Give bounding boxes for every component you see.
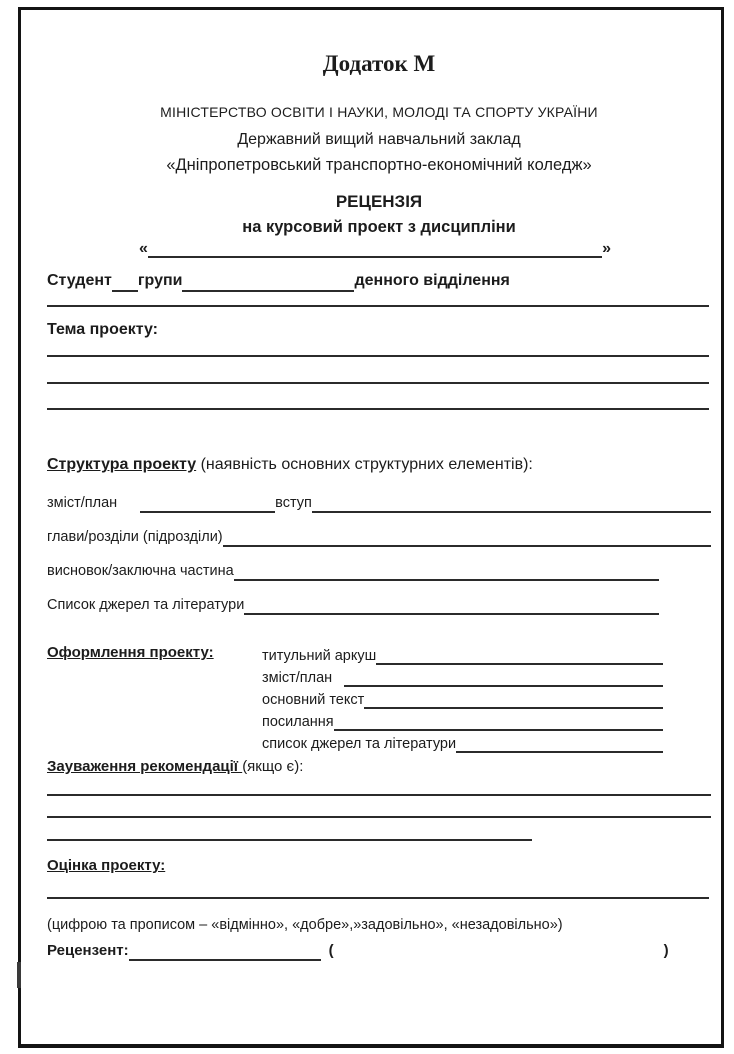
- open-quote: «: [139, 240, 148, 257]
- reviewer-label: Рецензент:: [47, 942, 129, 959]
- student-label: Студент: [47, 272, 112, 289]
- intro-label: вступ: [275, 495, 312, 511]
- formatting-section: [47, 643, 711, 753]
- reviewer-row: [47, 941, 711, 961]
- remarks-field-line-1[interactable]: [47, 794, 711, 796]
- format-sources-field[interactable]: [456, 738, 663, 753]
- theme-field-line-3[interactable]: [47, 408, 709, 410]
- structure-heading-main: Структура проекту: [47, 456, 197, 473]
- student-name-field[interactable]: [47, 305, 709, 307]
- institution-line: Державний вищий навчальний заклад: [237, 131, 521, 148]
- form-title: РЕЦЕНЗІЯ: [335, 192, 423, 211]
- structure-heading-note: (наявність основних структурних елементів):: [196, 456, 533, 473]
- format-contents-label: зміст/план: [262, 670, 333, 686]
- format-contents-field[interactable]: [344, 672, 663, 687]
- structure-row-conclusion: [47, 562, 711, 581]
- structure-row-sources: [47, 596, 711, 615]
- college-line: «Дніпропетровський транспортно-економічний коледж»: [166, 156, 592, 174]
- review-form-page: [18, 7, 724, 1048]
- structure-intro-field[interactable]: [312, 496, 711, 513]
- department-label: денного відділення: [354, 272, 510, 289]
- theme-field-line-1[interactable]: [47, 355, 709, 357]
- student-row: [47, 270, 711, 292]
- remarks-field-line-2[interactable]: [47, 816, 711, 818]
- signature-paren-close: ): [663, 942, 669, 959]
- remarks-heading-main: Зауваження рекомендації: [47, 758, 243, 775]
- structure-sources-field[interactable]: [244, 598, 659, 615]
- discipline-row: [139, 240, 611, 258]
- format-title-page-field[interactable]: [376, 650, 663, 665]
- contents-label: зміст/план: [47, 495, 118, 511]
- format-sources-label: список джерел та літератури: [262, 736, 457, 752]
- structure-chapters-field[interactable]: [223, 530, 711, 547]
- formatting-row-main-text: [262, 687, 711, 709]
- conclusion-label: висновок/заключна частина: [47, 563, 234, 579]
- main-text-label: основний текст: [262, 692, 365, 708]
- appendix-title: Додаток М: [322, 51, 436, 76]
- title-page-label: титульний аркуш: [262, 648, 377, 664]
- chapters-label: глави/розділи (підрозділи): [47, 529, 223, 545]
- theme-field-line-2[interactable]: [47, 382, 709, 384]
- format-main-text-field[interactable]: [364, 694, 663, 709]
- remarks-heading: [47, 757, 711, 776]
- remarks-heading-note: (якщо є):: [242, 758, 304, 775]
- ministry-line: МІНІСТЕРСТВО ОСВІТИ І НАУКИ, МОЛОДІ ТА СПОРТУ УКРАЇНИ: [160, 104, 598, 120]
- student-number-field[interactable]: [112, 272, 138, 292]
- close-quote: »: [602, 240, 611, 257]
- theme-label: Тема проекту:: [47, 321, 158, 338]
- structure-row-chapters: [47, 528, 711, 547]
- grade-note: (цифрою та прописом – «відмінно», «добре»,»задовільно», «незадовільно»): [47, 917, 563, 933]
- formatting-row-references: [262, 709, 711, 731]
- reviewer-name-field[interactable]: [129, 943, 321, 961]
- structure-heading: [47, 455, 711, 475]
- group-name-field[interactable]: [182, 272, 354, 292]
- grade-field[interactable]: [47, 897, 709, 899]
- form-subtitle: на курсовий проект з дисципліни: [242, 218, 516, 236]
- structure-contents-field[interactable]: [140, 496, 275, 513]
- scan-artifact: [17, 962, 21, 988]
- structure-conclusion-field[interactable]: [234, 564, 659, 581]
- discipline-name-field[interactable]: [148, 242, 602, 258]
- group-label: групи: [137, 272, 183, 289]
- format-references-field[interactable]: [334, 716, 663, 731]
- structure-row-contents: [47, 494, 711, 513]
- sources-label: Список джерел та літератури: [47, 597, 245, 613]
- formatting-heading: Оформлення проекту:: [47, 644, 214, 661]
- signature-paren-open: (: [328, 942, 334, 959]
- grade-heading: Оцінка проекту:: [47, 857, 166, 874]
- formatting-row-title-page: [262, 643, 711, 665]
- remarks-field-line-3[interactable]: [47, 839, 532, 841]
- references-label: посилання: [262, 714, 334, 730]
- formatting-row-contents: [262, 665, 711, 687]
- formatting-row-sources: [262, 731, 711, 753]
- formatting-items: [262, 643, 711, 753]
